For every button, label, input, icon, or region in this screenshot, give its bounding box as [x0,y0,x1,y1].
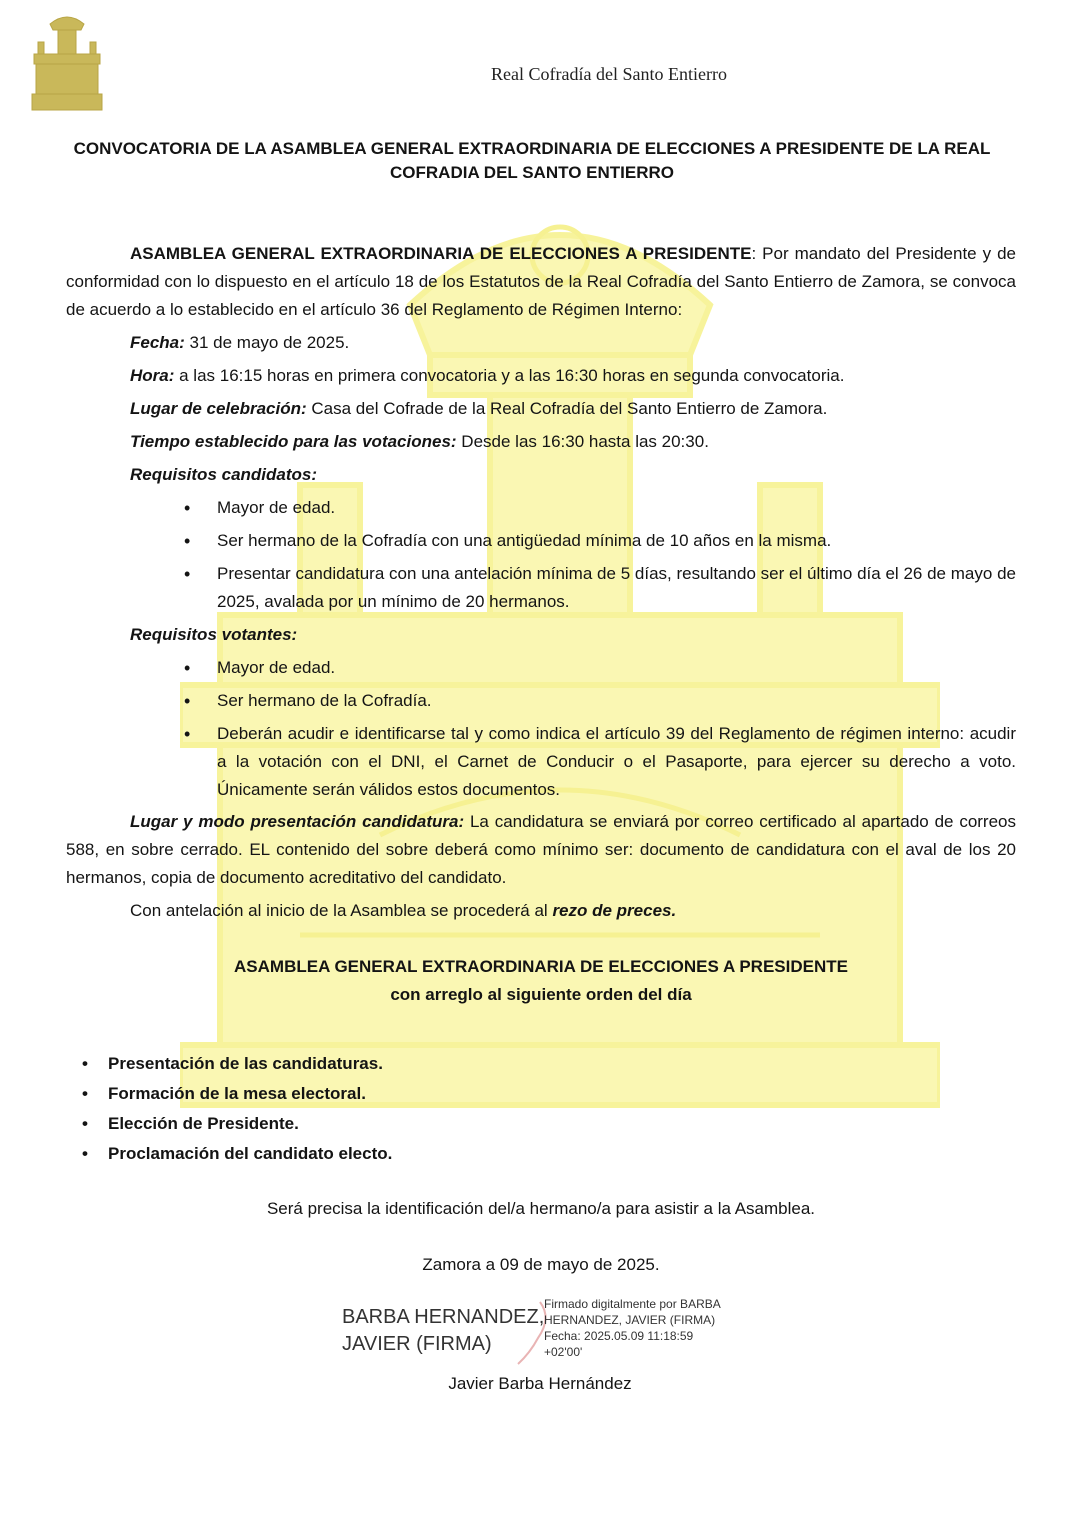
signature-metadata [544,1296,721,1360]
agenda-item: • Proclamación del candidato electo. [66,1139,1016,1169]
intro-paragraph [66,240,1016,324]
agenda-item: • Presentación de las candidaturas. [66,1049,1016,1079]
cofradia-crest-logo [28,10,106,114]
list-item: • Mayor de edad. [66,654,1016,682]
tiempo-label: Tiempo establecido para las votaciones: [130,432,457,451]
signature-name [342,1304,544,1358]
candidatos-heading [130,461,1016,489]
list-item: • Deberán acudir e identificarse tal y como indica el artículo 39 del Reglamento de régimen interno: acudir a la votación con el DNI, el Carnet de Conducir o el Pasaporte, para ejercer su derecho a voto. Únicamente serán válidos estos documentos. [66,720,1016,804]
signature-meta-line: +02'00' [544,1345,583,1359]
field-lugar [130,395,1016,423]
document-body [66,240,1016,1279]
identification-notice: Será precisa la identificación del/a hermano/a para asistir a la Asamblea. [266,1199,816,1218]
presentacion-label: Lugar y modo presentación candidatura: [130,812,465,831]
agenda-item: • Elección de Presidente. [66,1109,1016,1139]
list-item: • Ser hermano de la Cofradía. [66,687,1016,715]
agenda-list [66,1049,1016,1169]
presentacion-text: La candidatura se enviará por correo certificado al apartado de correos 588, en sobre cerrado. EL contenido del sobre deberá como mínimo ser: documento de candidatura con el aval de los 20 hermanos, copia de documento acreditativo del candidato. [66,812,1017,887]
agenda-title [66,953,1016,1009]
preces-paragraph [130,897,1016,925]
fecha-value: 31 de mayo de 2025. [184,333,350,352]
hora-label: Hora: [130,366,175,385]
field-tiempo [130,428,1016,456]
agenda-title-line1: ASAMBLEA GENERAL EXTRAORDINARIA DE ELECCIONES A PRESIDENTE [234,957,848,976]
lugar-label: Lugar de celebración: [130,399,307,418]
lugar-value: Casa del Cofrade de la Real Cofradía del Santo Entierro de Zamora. [306,399,828,418]
signature-meta-line: Firmado digitalmente por BARBA [544,1297,721,1311]
signature-meta-line: Fecha: 2025.05.09 11:18:59 [544,1329,694,1343]
field-fecha [130,329,1016,357]
signer-name [0,1374,1080,1394]
signature-name-line2: JAVIER (FIRMA) [342,1333,492,1355]
presentacion-paragraph [66,808,1016,892]
organization-name: Real Cofradía del Santo Entierro [491,64,727,84]
signer-name-text: Javier Barba Hernández [448,1374,632,1393]
candidatos-heading-text: Requisitos candidatos: [130,465,318,484]
preces-text: Con antelación al inicio de la Asamblea se procederá al [130,901,553,920]
hora-value: a las 16:15 horas en primera convocatoria y a las 16:30 horas en segunda convocatoria. [174,366,845,385]
list-item: • Presentar candidatura con una antelación mínima de 5 días, resultando ser el último día el 26 de mayo de 2025, avalada por un mínimo de 20 hermanos. [66,560,1016,616]
digital-signature [340,1296,760,1366]
votantes-heading-text: Requisitos votantes: [130,625,298,644]
list-item: • Ser hermano de la Cofradía con una antigüedad mínima de 10 años en la misma. [66,527,1016,555]
document-title: CONVOCATORIA DE LA ASAMBLEA GENERAL EXTRAORDINARIA DE ELECCIONES A PRESIDENTE DE LA REAL COFRADIA DEL SANTO ENTIERRO [73,139,991,182]
agenda-title-line2: con arreglo al siguiente orden del día [390,985,692,1004]
place-date: Zamora a 09 de mayo de 2025. [422,1255,660,1274]
intro-lead: ASAMBLEA GENERAL EXTRAORDINARIA DE ELECCIONES A PRESIDENTE [130,244,752,263]
signature-meta-line: HERNANDEZ, JAVIER (FIRMA) [544,1313,716,1327]
preces-bold: rezo de preces. [552,901,677,920]
intro-text: : Por mandato del Presidente y de conformidad con lo dispuesto en el artículo 18 de los Estatutos de la Real Cofradía del Santo Entierro de Zamora, se convoca de acuerdo a lo establecido en el artículo 36 del Reglamento de Régimen Interno: [66,244,1016,319]
signature-name-line1: BARBA HERNANDEZ, [342,1306,545,1328]
field-hora [130,362,1016,390]
votantes-heading [130,621,1016,649]
agenda-item: • Formación de la mesa electoral. [66,1079,1016,1109]
tiempo-value: Desde las 16:30 hasta las 20:30. [456,432,709,451]
fecha-label: Fecha: [130,333,185,352]
list-item: • Mayor de edad. [66,494,1016,522]
